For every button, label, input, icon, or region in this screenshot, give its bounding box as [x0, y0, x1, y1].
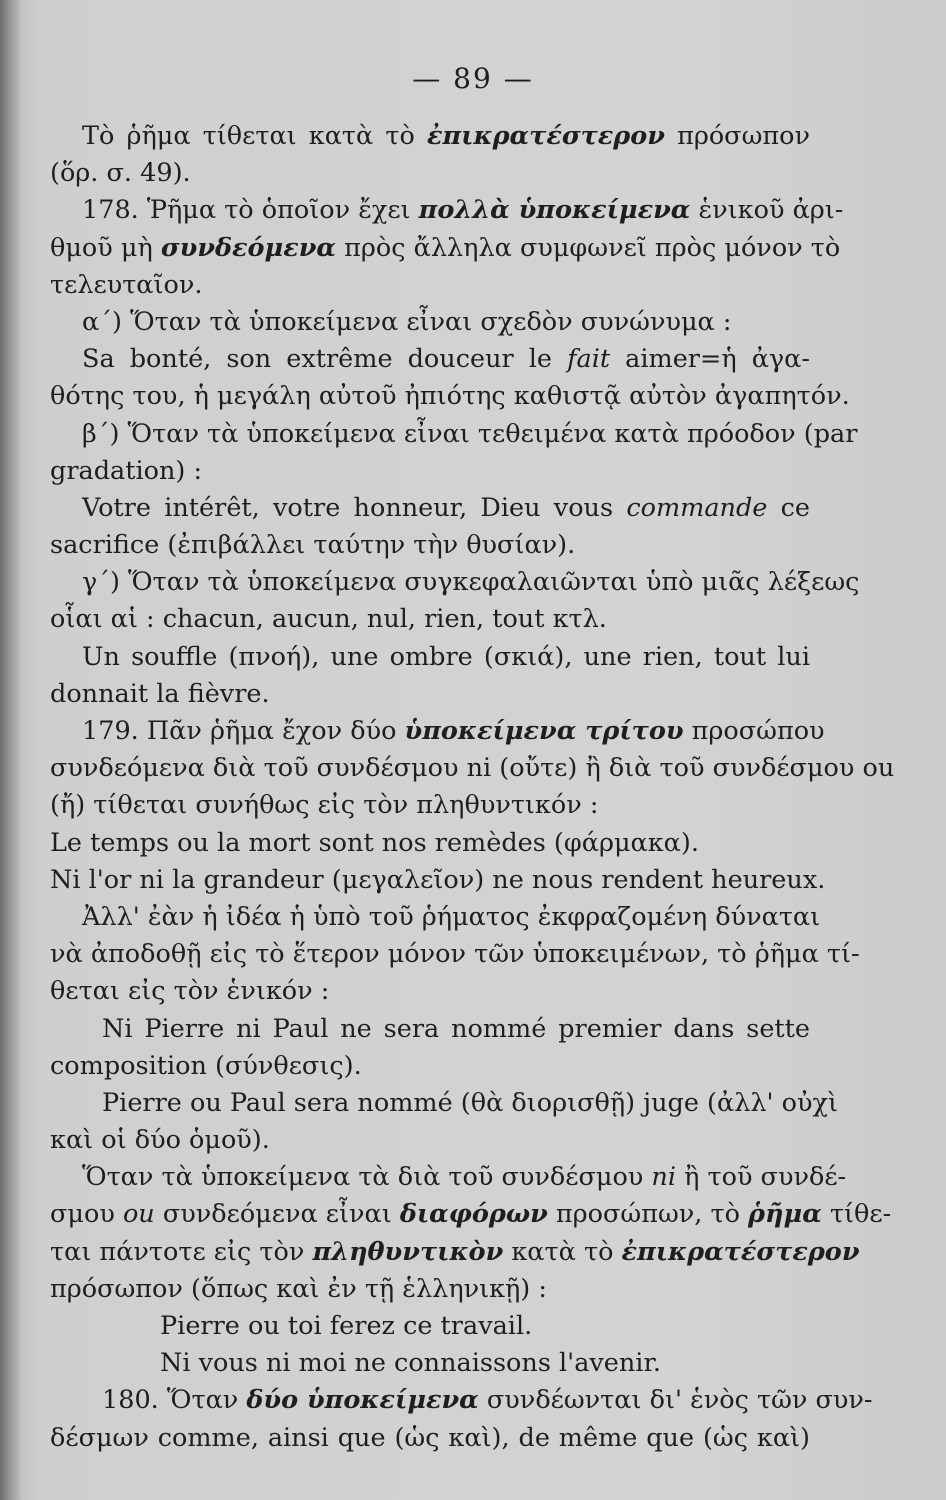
text-line: Pierre ou Paul sera nommé (θὰ διορισθῇ) juge (ἀλλ' οὐχὶ — [102, 1087, 838, 1118]
text-line: Votre intérêt, votre honneur, Dieu vous commande ce — [82, 492, 811, 523]
text-line: Ὅταν τὰ ὑποκείμενα τὰ διὰ τοῦ συνδέσμου ni ἢ τοῦ συνδέ- — [82, 1162, 847, 1193]
text-line: Un souffle (πνοή), une ombre (σκιά), une rien, tout lui — [82, 641, 810, 672]
text-line: γ΄) Ὅταν τὰ ὑποκείμενα συγκεφαλαιῶνται ὑπὸ μιᾶς λέξεως — [82, 567, 860, 598]
text-line: donnait la fièvre. — [50, 678, 270, 709]
text-line: 178. Ῥῆμα τὸ ὁποῖον ἔχει πολλὰ ὑποκείμενα ἑνικοῦ ἀρι- — [82, 195, 844, 226]
text-line: καὶ οἱ δύο ὁμοῦ). — [50, 1125, 270, 1156]
text-line: Le temps ou la mort sont nos remèdes (φάρμακα). — [50, 827, 699, 858]
text-line: Pierre ou toi ferez ce travail. — [160, 1311, 533, 1341]
text-line: Sa bonté, son extrême douceur le fait aimer=ἡ ἀγα- — [82, 344, 810, 375]
text-line: σμου ou συνδεόμενα εἶναι διαφόρων προσώπων, τὸ ῥῆμα τίθε- — [50, 1199, 892, 1230]
text-line: πρόσωπον (ὅπως καὶ ἐν τῇ ἑλληνικῇ) : — [50, 1273, 547, 1304]
page-number: — 89 — — [412, 62, 534, 95]
text-line: (ὅρ. σ. 49). — [50, 158, 191, 189]
text-line: τελευταῖον. — [50, 269, 203, 300]
text-line: (ἤ) τίθεται συνήθως εἰς τὸν πληθυντικόν : — [50, 790, 599, 821]
text-line: ται πάντοτε εἰς τὸν πληθυντικὸν κατὰ τὸ ἐπικρατέστερον — [50, 1236, 860, 1267]
text-line: gradation) : — [50, 455, 203, 486]
text-line: 179. Πᾶν ῥῆμα ἔχον δύο ὑποκείμενα τρίτου προσώπου — [82, 716, 825, 746]
text-line: Ἀλλ' ἐὰν ἡ ἰδέα ἡ ὑπὸ τοῦ ῥήματος ἐκφραζομένη δύναται — [82, 901, 821, 932]
text-line: οἷαι αἱ : chacun, aucun, nul, rien, tout κτλ. — [50, 604, 607, 635]
text-line: sacrifice (ἐπιβάλλει ταύτην τὴν θυσίαν). — [50, 530, 576, 561]
text-line: Ni vous ni moi ne connaissons l'avenir. — [160, 1348, 661, 1379]
text-line: α΄) Ὅταν τὰ ὑποκείμενα εἶναι σχεδὸν συνώνυμα : — [82, 306, 732, 337]
text-line: νὰ ἀποδοθῇ εἰς τὸ ἕτερον μόνον τῶν ὑποκειμένων, τὸ ῥῆμα τί- — [50, 939, 860, 970]
text-line: δέσμων comme, ainsi que (ὡς καὶ), de même que (ὡς καὶ) — [50, 1422, 810, 1453]
text-line: β΄) Ὅταν τὰ ὑποκείμενα εἶναι τεθειμένα κατὰ πρόοδον (par — [82, 418, 858, 449]
text-line: Ni Pierre ni Paul ne sera nommé premier dans sette — [102, 1013, 810, 1044]
text-line: Τὸ ῥῆμα τίθεται κατὰ τὸ ἐπικρατέστερον πρόσωπον — [82, 121, 810, 151]
text-line: συνδεόμενα διὰ τοῦ συνδέσμου ni (οὔτε) ἢ διὰ τοῦ συνδέσμου ou — [50, 753, 895, 784]
text-line: 180. Ὅταν δύο ὑποκείμενα συνδέωνται δι' ἑνὸς τῶν συν- — [102, 1385, 873, 1416]
text-line: θεται εἰς τὸν ἑνικόν : — [50, 976, 330, 1007]
page-body — [50, 118, 895, 1457]
text-line: θότης του, ἡ μεγάλη αὐτοῦ ἠπιότης καθιστᾷ αὐτὸν ἀγαπητόν. — [50, 381, 850, 412]
text-line: composition (σύνθεσις). — [50, 1050, 362, 1081]
book-spine-shadow — [0, 0, 22, 1500]
text-line: Ni l'or ni la grandeur (μεγαλεῖον) ne nous rendent heureux. — [50, 864, 826, 895]
text-line: θμοῦ μὴ συνδεόμενα πρὸς ἄλληλα συμφωνεῖ πρὸς μόνον τὸ — [50, 232, 841, 263]
